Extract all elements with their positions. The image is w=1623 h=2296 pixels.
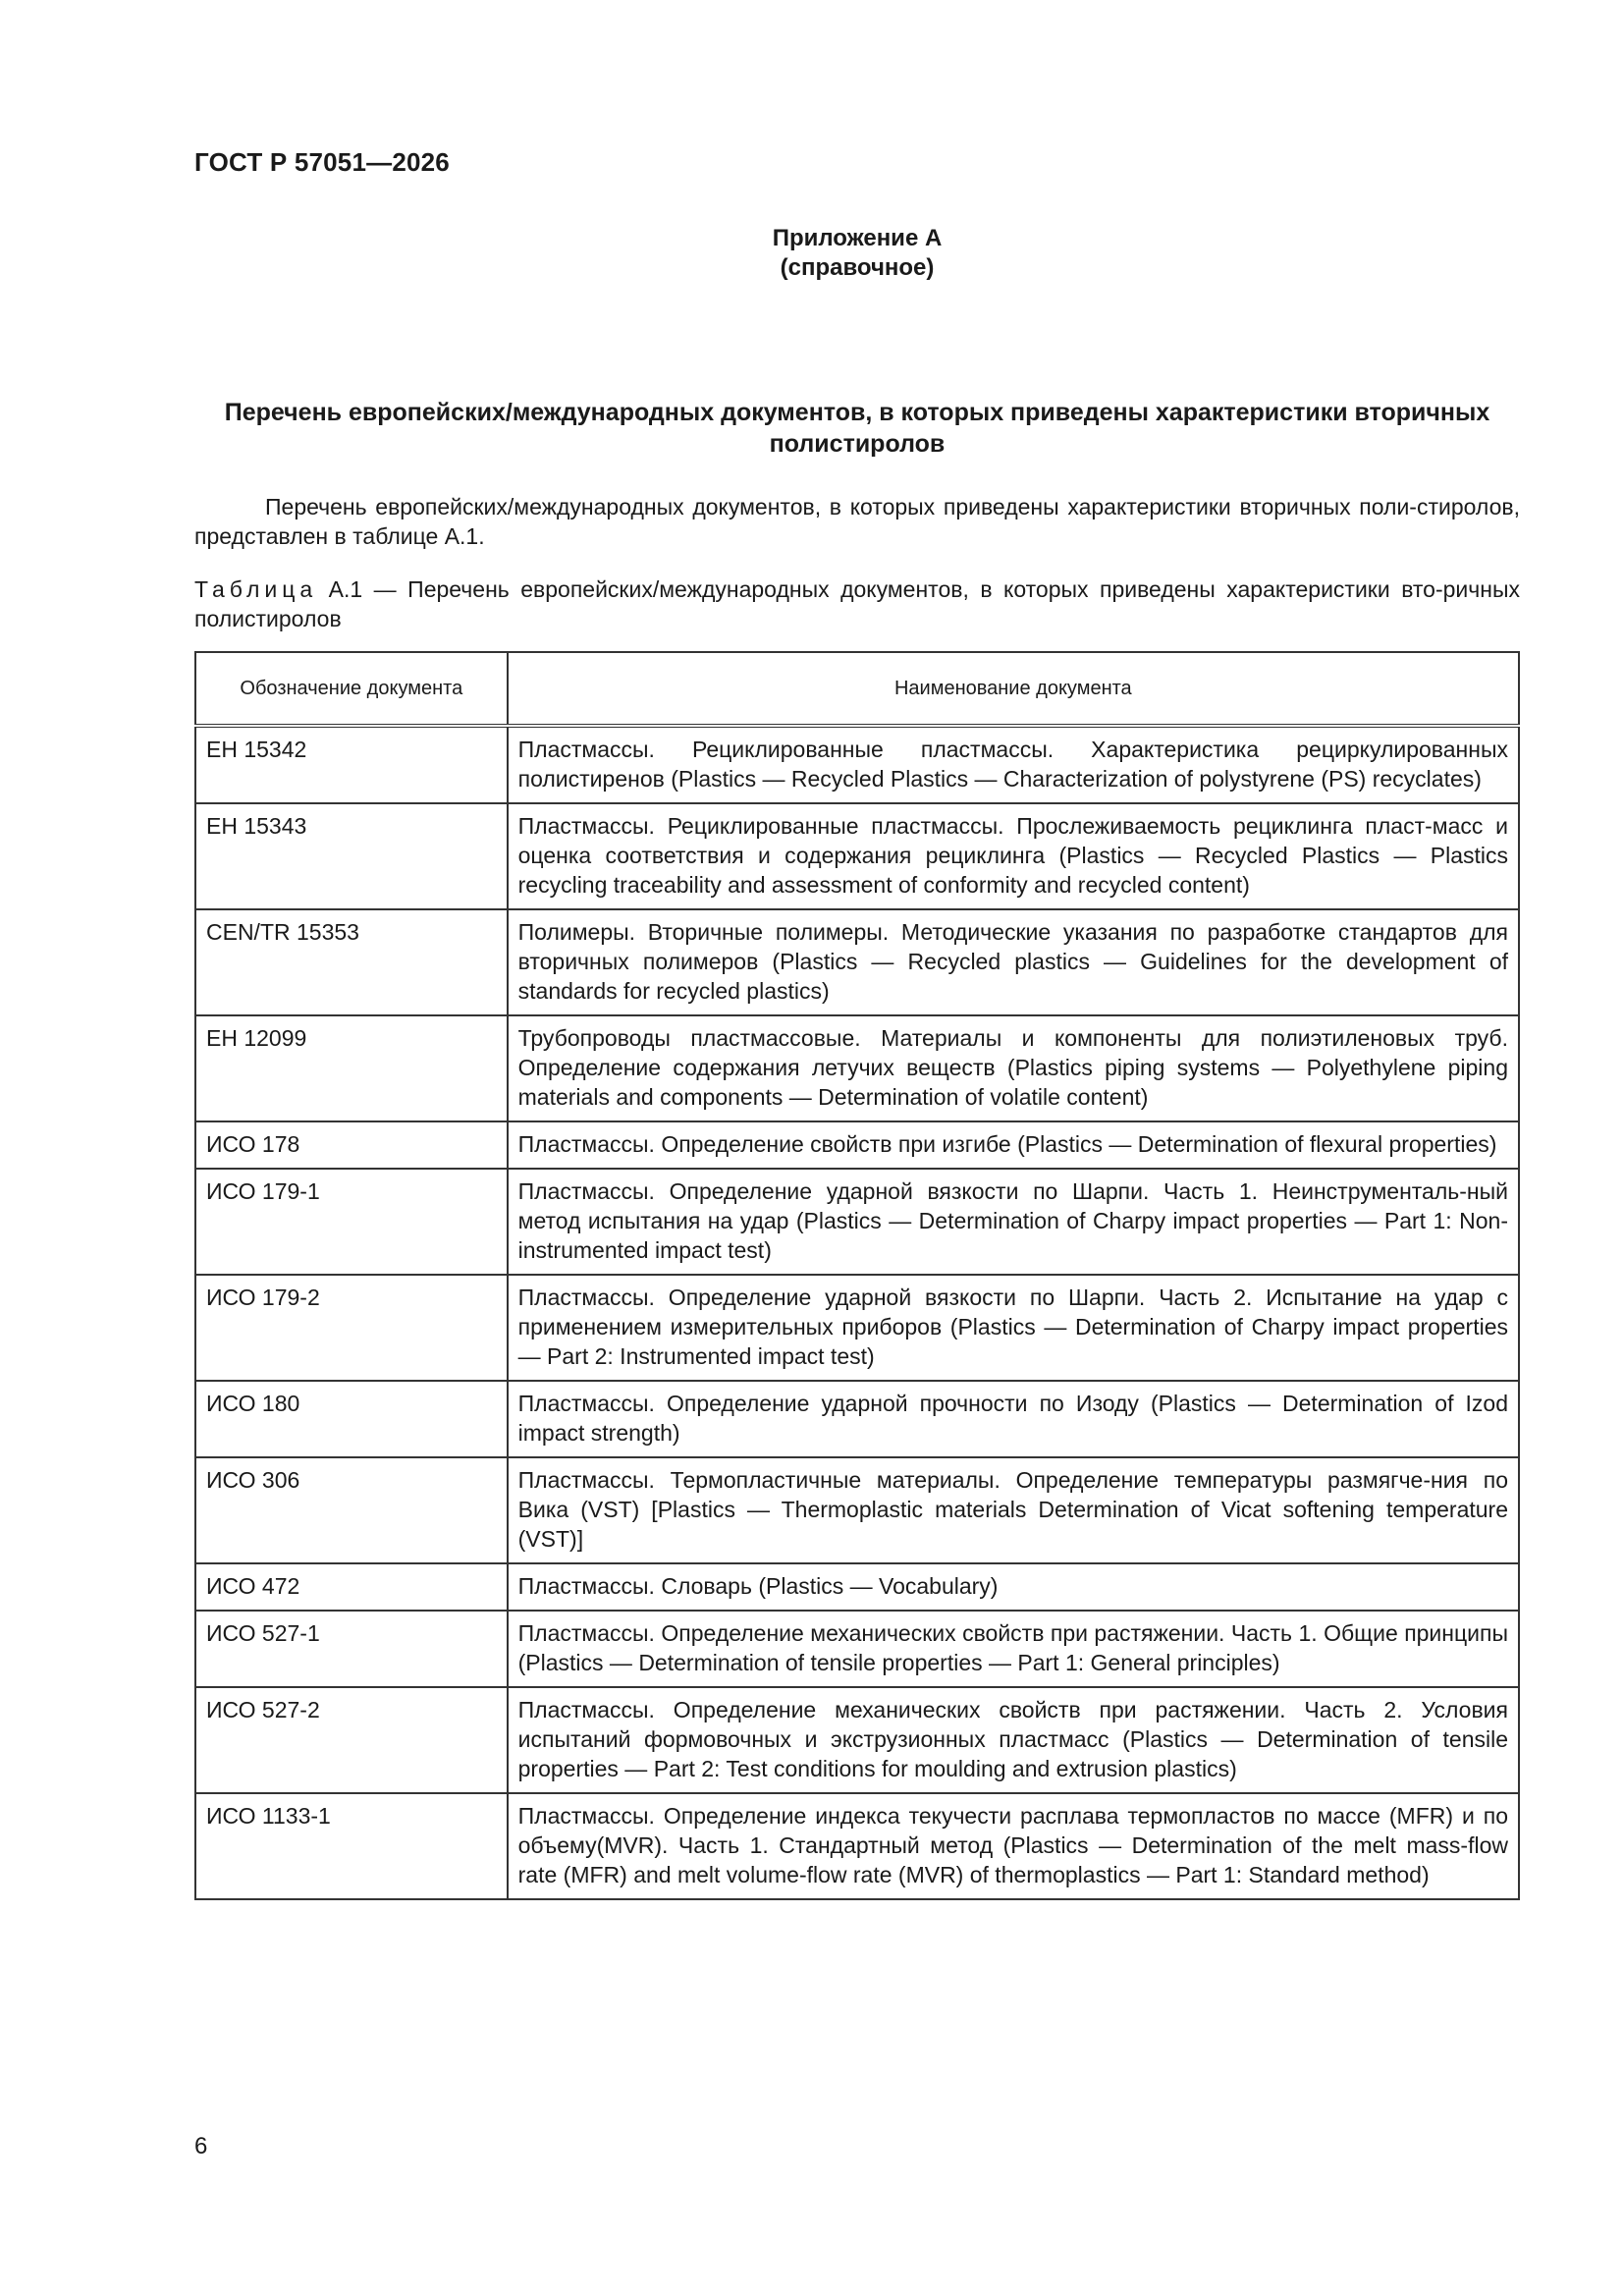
document-code-cell: ЕН 15343 [195, 803, 508, 909]
document-name-cell: Трубопроводы пластмассовые. Материалы и компоненты для полиэтиленовых труб. Определение содержания летучих веществ (Plastics piping systems — Polyethylene piping materials and components — Determination of volatile content) [508, 1015, 1519, 1121]
appendix-kind: (справочное) [780, 254, 935, 281]
document-name-cell: Пластмассы. Словарь (Plastics — Vocabulary) [508, 1563, 1519, 1611]
document-name-cell: Пластмассы. Определение ударной вязкости по Шарпи. Часть 2. Испытание на удар с применением измерительных приборов (Plastics — Determination of Charpy impact properties — Part 2: Instrumented impact test) [508, 1275, 1519, 1381]
document-name-cell: Пластмассы. Рециклированные пластмассы. Прослеживаемость рециклинга пласт-масс и оценка соответствия и содержания рециклинга (Plastics — Recycled Plastics — Plastics recycling traceability and assessment of conformity and recycled content) [508, 803, 1519, 909]
table-row [195, 909, 1519, 1015]
table-row [195, 1015, 1519, 1121]
table-row [195, 1793, 1519, 1899]
document-name-cell: Пластмассы. Определение индекса текучести расплава термопластов по массе (MFR) и по объему(MVR). Часть 1. Стандартный метод (Plastics — Determination of the melt mass-flow rate (MFR) and melt volume-flow rate (MVR) of thermoplastics — Part 1: Standard method) [508, 1793, 1519, 1899]
document-name-cell: Полимеры. Вторичные полимеры. Методические указания по разработке стандартов для вторичных полимеров (Plastics — Recycled plastics — Guidelines for the development of standards for recycled plastics) [508, 909, 1519, 1015]
document-code-cell: ИСО 527-1 [195, 1611, 508, 1687]
intro-paragraph: Перечень европейских/международных документов, в которых приведены характеристики вторичных поли-стиролов, представлен в таблице А.1. [194, 494, 1520, 549]
table-row [195, 1381, 1519, 1457]
document-name-cell: Пластмассы. Определение механических свойств при растяжении. Часть 1. Общие принципы (Plastics — Determination of tensile properties — Part 1: General principles) [508, 1611, 1519, 1687]
table-row [195, 726, 1519, 803]
table-caption-prefix: Таблица [194, 576, 318, 602]
document-code-cell: ИСО 178 [195, 1121, 508, 1169]
header-document-code: Обозначение документа [195, 652, 508, 726]
table-row [195, 1457, 1519, 1563]
document-name-cell: Пластмассы. Определение ударной вязкости по Шарпи. Часть 1. Неинструменталь-ный метод испытания на удар (Plastics — Determination of Charpy impact properties — Part 1: Non-instrumented impact test) [508, 1169, 1519, 1275]
table-caption [194, 574, 1520, 633]
table-row [195, 1563, 1519, 1611]
table-row [195, 1687, 1519, 1793]
page-number: 6 [194, 2133, 208, 2159]
document-code-cell: ЕН 12099 [195, 1015, 508, 1121]
document-name-cell: Пластмассы. Определение ударной прочности по Изоду (Plastics — Determination of Izod impact strength) [508, 1381, 1519, 1457]
document-name-cell: Пластмассы. Определение свойств при изгибе (Plastics — Determination of flexural properties) [508, 1121, 1519, 1169]
document-code-cell: ИСО 306 [195, 1457, 508, 1563]
document-code-cell: ИСО 527-2 [195, 1687, 508, 1793]
table-caption-text: А.1 — Перечень европейских/международных документов, в которых приведены характеристики вто-ричных полистиролов [194, 576, 1520, 631]
document-code-cell: ИСО 179-2 [195, 1275, 508, 1381]
document-code-cell: ИСО 179-1 [195, 1169, 508, 1275]
appendix-heading [194, 224, 1520, 283]
document-name-cell: Пластмассы. Рециклированные пластмассы. Характеристика рециркулированных полистиренов (Plastics — Recycled Plastics — Characterization of polystyrene (PS) recyclates) [508, 726, 1519, 803]
table-row [195, 1169, 1519, 1275]
documents-table [194, 651, 1520, 1900]
table-row [195, 1611, 1519, 1687]
table-row [195, 1275, 1519, 1381]
table-row [195, 803, 1519, 909]
header-document-name: Наименование документа [508, 652, 1519, 726]
table-header-row [195, 652, 1519, 726]
document-code-cell: CEN/TR 15353 [195, 909, 508, 1015]
document-code-cell: ИСО 180 [195, 1381, 508, 1457]
document-code-cell: ЕН 15342 [195, 726, 508, 803]
document-code: ГОСТ Р 57051—2026 [194, 147, 450, 177]
document-name-cell: Пластмассы. Определение механических свойств при растяжении. Часть 2. Условия испытаний формовочных и экструзионных пластмасс (Plastics — Determination of tensile properties — Part 2: Test conditions for moulding and extrusion plastics) [508, 1687, 1519, 1793]
table-row [195, 1121, 1519, 1169]
appendix-label: Приложение А [772, 225, 943, 251]
section-title: Перечень европейских/международных документов, в которых приведены характеристики вторичных полистиролов [224, 399, 1490, 458]
document-name-cell: Пластмассы. Термопластичные материалы. Определение температуры размягче-ния по Вика (VST) [Plastics — Thermoplastic materials Determination of Vicat softening temperature (VST)] [508, 1457, 1519, 1563]
document-code-cell: ИСО 472 [195, 1563, 508, 1611]
document-code-cell: ИСО 1133-1 [195, 1793, 508, 1899]
